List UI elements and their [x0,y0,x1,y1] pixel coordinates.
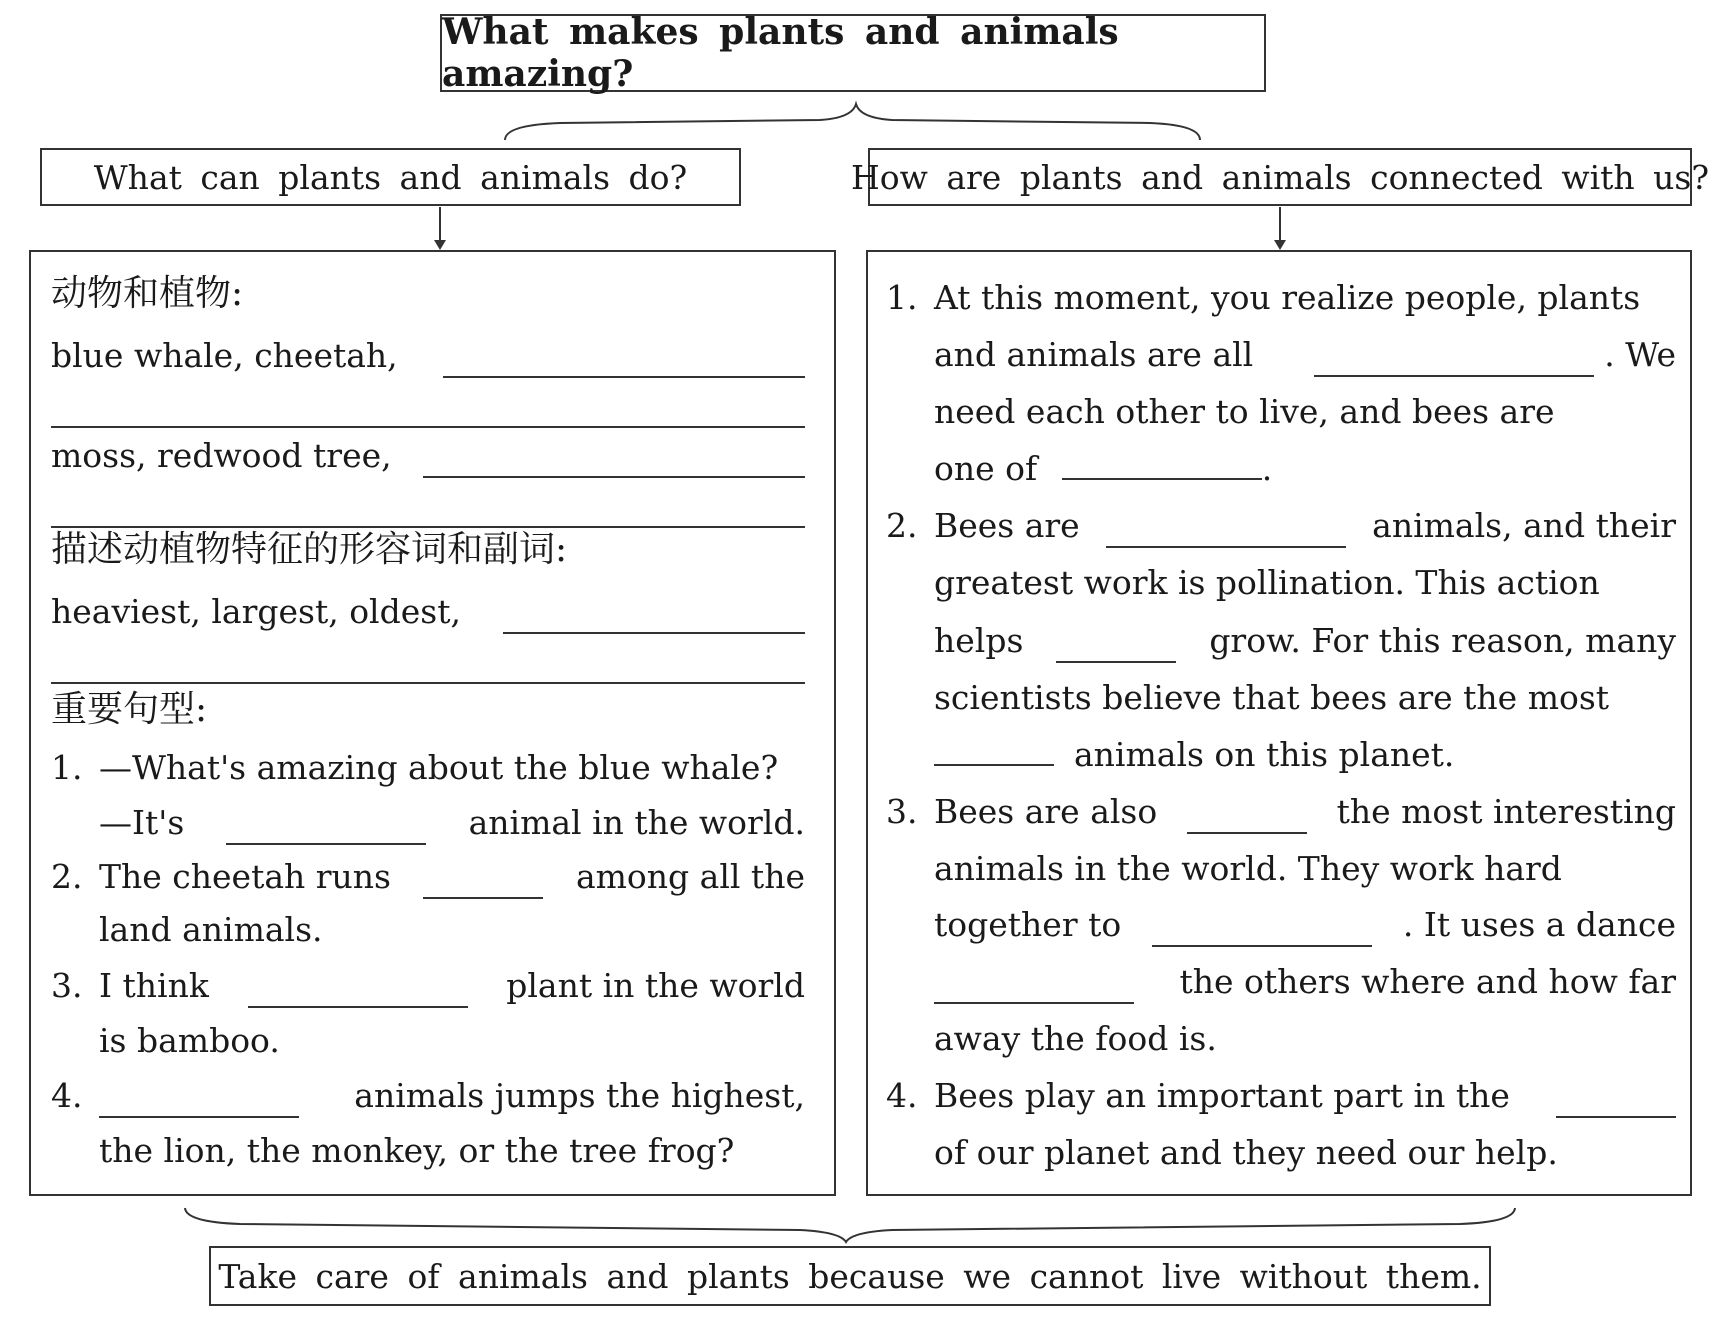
q2-l3a: helps [934,621,1024,660]
q1-line1 [934,276,1676,320]
q3-l1a: Bees are also [934,792,1158,831]
q4-number: 4. [886,1076,918,1115]
right-branch-question: How are plants and animals connected with us? [850,157,1710,197]
q1-line3 [934,390,1676,434]
q3-line3 [934,903,1676,947]
blank-s3[interactable] [248,976,468,1008]
conclusion-text: Take care of animals and plants because we cannot live without them. [218,1256,1482,1296]
heading-sentences: 重要句型: [51,689,208,730]
q2-line2 [934,561,1676,605]
blank-q2c[interactable] [934,734,1054,766]
s1-number: 1. [51,748,83,787]
heading-animals-plants: 动物和植物: [51,273,244,314]
q3-line4 [934,960,1676,1004]
q4-l1: Bees play an important part in the [934,1076,1510,1115]
s3-a: I think [99,966,209,1005]
bottom-brace [185,1208,1515,1242]
left-branch-question: What can plants and animals do? [93,157,688,197]
q2-l2: greatest work is pollination. This action [934,563,1600,602]
q2-l1a: Bees are [934,506,1080,545]
blank-q2a[interactable] [1106,516,1346,548]
q3-line1 [934,790,1676,834]
right-arrowhead [1274,240,1286,250]
row3-text: heaviest, largest, oldest, [51,592,461,631]
s2-a: The cheetah runs [99,857,391,896]
s4-line1 [99,1074,805,1118]
s2-line2: land animals. [99,910,323,949]
s1-line2 [99,801,805,845]
q2-l3b: grow. For this reason, many [1209,621,1676,660]
q3-l1b: the most interesting [1336,792,1676,831]
blank-q3a[interactable] [1187,802,1307,834]
q3-line2 [934,847,1676,891]
blank-row1b[interactable] [51,426,805,428]
q1-l2b: . We [1604,335,1676,374]
q2-line4 [934,676,1676,720]
conclusion-box [209,1246,1491,1306]
q1-l2a: and animals are all [934,335,1254,374]
s3-b: plant in the world [506,966,805,1005]
q2-line3 [934,619,1676,663]
q3-l2: animals in the world. They work hard [934,849,1562,888]
s3-number: 3. [51,966,83,1005]
s4-line2: the lion, the monkey, or the tree frog? [99,1131,735,1170]
s1-suffix: animal in the world. [468,803,805,842]
left-branch-box [40,148,741,206]
blank-row3[interactable] [503,632,805,634]
left-panel [29,250,836,1196]
q4-line1 [934,1074,1676,1118]
blank-row1[interactable] [443,376,805,378]
s1-line1: —What's amazing about the blue whale? [99,748,779,787]
s4-number: 4. [51,1076,83,1115]
blank-s2[interactable] [423,867,543,899]
blank-row2[interactable] [423,476,805,478]
s1-prefix: —It's [99,803,185,842]
main-question: What makes plants and animals amazing? [442,11,1119,95]
s4-a: animals jumps the highest, [354,1076,805,1115]
q2-l4: scientists believe that bees are the most [934,678,1610,717]
q2-line1 [934,504,1676,548]
right-panel [866,250,1692,1196]
top-brace [505,104,1200,140]
q4-line2: of our planet and they need our help. [934,1133,1558,1172]
q2-l1b: animals, and their [1372,506,1676,545]
s3-line2: is bamboo. [99,1021,280,1060]
left-arrowhead [434,240,446,250]
s3-line1 [99,964,805,1008]
q2-number: 2. [886,506,918,545]
main-question-box [440,11,1266,95]
right-branch-box [850,148,1710,206]
blank-q3c[interactable] [934,972,1134,1004]
q3-l3b: . It uses a dance [1402,905,1676,944]
q1-l4a: one of [934,449,1038,488]
s2-line1 [99,855,805,899]
row2-text: moss, redwood tree, [51,436,392,475]
q2-line5 [934,733,1454,777]
blank-s1[interactable] [226,813,426,845]
s2-b: among all the [575,857,805,896]
q1-line4 [934,447,1272,491]
blank-q2b[interactable] [1056,631,1176,663]
q1-l4b: . [1261,449,1273,488]
blank-row3b[interactable] [51,682,805,684]
blank-q1a[interactable] [1314,345,1594,377]
q1-l1: At this moment, you realize people, plants [934,278,1641,317]
q3-l3a: together to [934,905,1122,944]
q2-l5: animals on this planet. [1074,735,1455,774]
q3-l4: the others where and how far [1179,962,1676,1001]
row1-text: blue whale, cheetah, [51,336,398,375]
s2-number: 2. [51,857,83,896]
blank-q4[interactable] [1556,1086,1676,1118]
q1-number: 1. [886,278,918,317]
blank-q3b[interactable] [1152,915,1372,947]
q3-number: 3. [886,792,918,831]
blank-q1b[interactable] [1062,448,1262,480]
q1-line2 [934,333,1676,377]
q3-line5: away the food is. [934,1019,1217,1058]
q1-l3: need each other to live, and bees are [934,392,1555,431]
blank-s4[interactable] [99,1086,299,1118]
heading-adjectives: 描述动植物特征的形容词和副词: [51,529,568,570]
